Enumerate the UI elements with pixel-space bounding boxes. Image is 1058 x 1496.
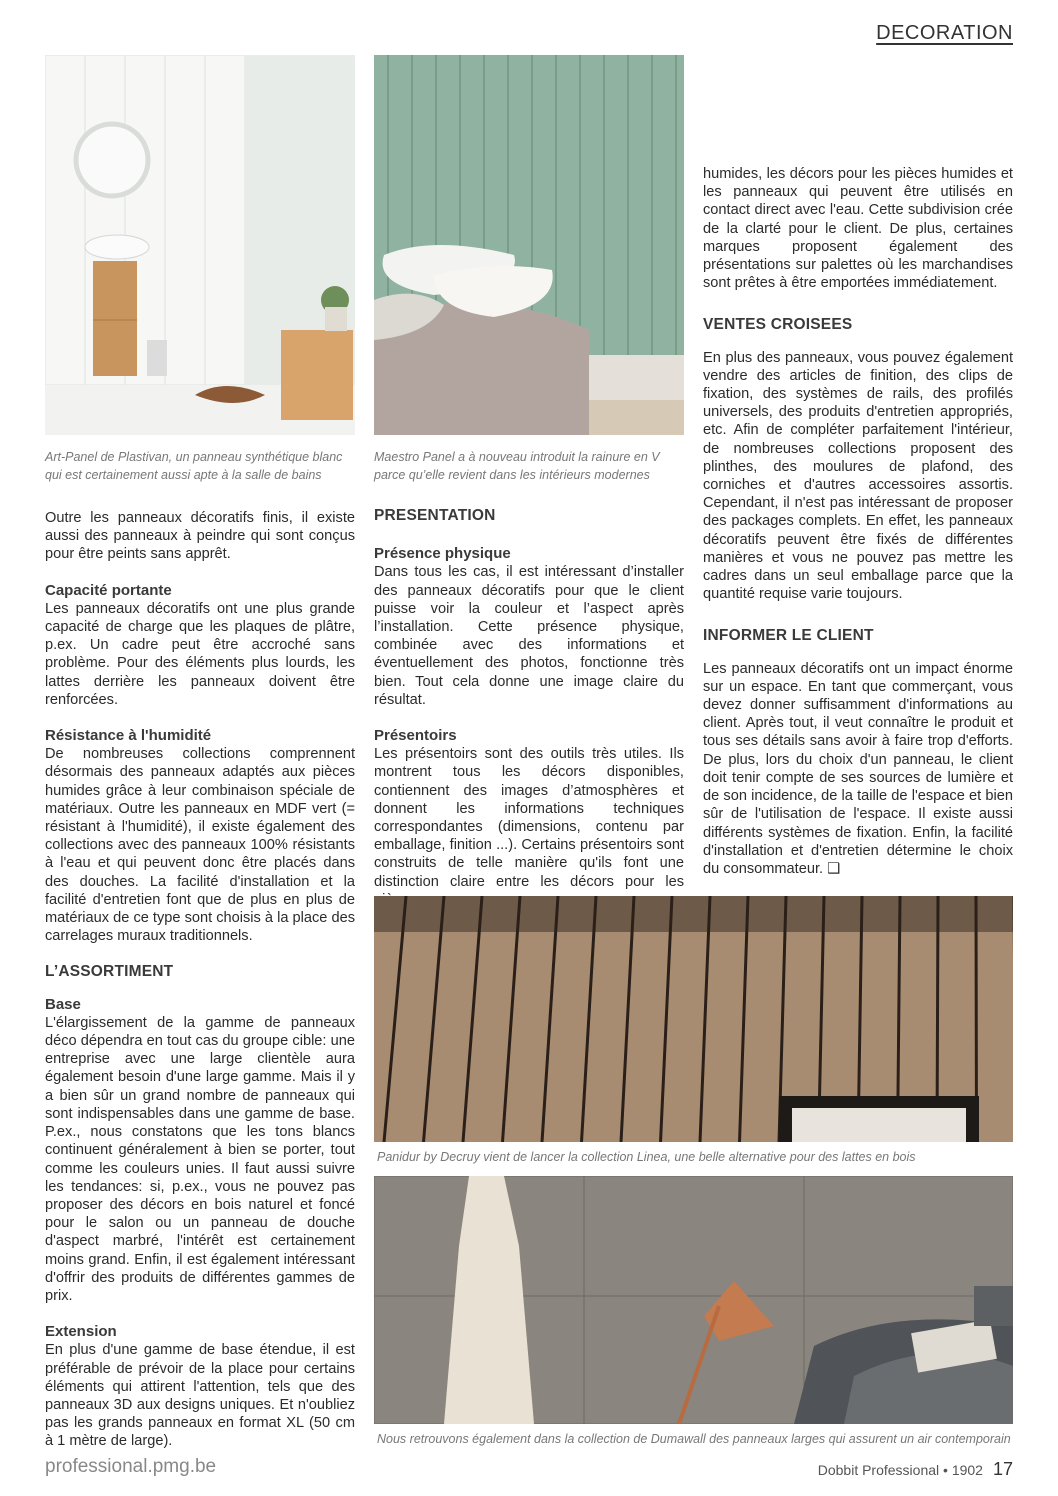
bathroom-caption: Art-Panel de Plastivan, un panneau synthétique blanc qui est certainement aussi apte à la salle de bains — [45, 450, 343, 482]
paragraph-base: L'élargissement de la gamme de panneaux déco dépendra en tout cas du groupe cible: une entreprise avec une large clientèle aura également besoin d'une large gamme. Mais il y a bien sûr un grand nombre de panneaux qui sont indispensables dans une gamme de base. P.ex., nous constatons que les tons blancs continuent généralement à bien se porter, tout comme les couleurs unies. Il faut aussi suivre les tendances: si, p.ex., vous ne pouvez pas proposer des décors en bois naturel et foncé pour le salon ou un panneau de douche d'aspect marbré, l'intérêt est certainement moins grand. Enfin, il est également intéressant d'offrir des produits de différentes gammes de prix. — [45, 1014, 355, 1304]
heading-humidite: Résistance à l'humidité — [45, 727, 212, 745]
paragraph-ventes: En plus des panneaux, vous pouvez également vendre des articles de finition, des clips de fixation, des systèmes de rails, des profilés universels, des produits d'entretien appropriés, etc. Afin de compléter parfaitement l'intérieur, de nombreuses collections proposent des plinthes, des moulures de plafond, des corniches et d'autres accessoires assortis. Cependant, il n'est pas intéressant de proposer des packages complets. En effet, les panneaux décoratifs peuvent être fixés de différentes manières et vous ne pouvez pas mettre les cadres dans un seul emballage parce que la quantité requise varie toujours. — [703, 349, 1013, 603]
concrete-caption: Nous retrouvons également dans la collection de Dumawall des panneaux larges qui assurent un air contemporain — [377, 1432, 1011, 1446]
paragraph-humidite: De nombreuses collections comprennent désormais des panneaux adaptés aux pièces humides grâce à leur combinaison spéciale de matériaux. Outre les panneaux en MDF vert (= résistant à l'humidité), il existe également des collections avec des panneaux 100% résistants à l'eau et qui peuvent donc être placés dans des douches. La facilité d'installation et la facilité d'entretien font que de plus en plus de matériaux de ce type sont choisis à la place des carrelages muraux traditionnels. — [45, 746, 355, 945]
section-tag: DECORATION — [876, 22, 1013, 44]
heading-ventes: VENTES CROISEES — [703, 316, 853, 334]
paragraph-presence: Dans tous les cas, il est intéressant d’installer des panneaux décoratifs pour que le client puisse voir la couleur et l’aspect après l’installation. Cette présence physique, combinée avec des informations et éventuellement des photos, fonctionne très bien. Tout cela donne une image claire du résultat. — [374, 564, 684, 708]
page-number: 17 — [992, 1459, 1013, 1479]
paragraph-informer: Les panneaux décoratifs ont un impact énorme sur un espace. En tant que commerçant, vous devez donner suffisamment d'informations au client. Après tout, il veut connaître le produit et tous ses détails sans avoir à faire trop d'efforts. De plus, lors du choix d'un panneau, le client doit tenir compte de ses sources de lumière et de son incidence, de la taille de l'espace et bien sûr de l'utilisation de l'espace. Il existe aussi différents systèmes de fixation. Enfin, la facilité d'installation et d'entretien détermine le choix du consommateur. ❑ — [703, 660, 1013, 877]
column-3 — [703, 165, 1013, 896]
intro-paragraph: Outre les panneaux décoratifs finis, il existe aussi des panneaux à peindre qui sont conçus pour être peints sans apprêt. — [45, 510, 355, 563]
bedroom-caption: Maestro Panel a à nouveau introduit la rainure en V parce qu’elle revient dans les intérieurs modernes — [374, 450, 660, 482]
paragraph-extension: En plus d'une gamme de base étendue, il est préférable de prévoir de la place pour certains éléments qui attirent l'attention, tels que des panneaux 3D aux designs uniques. Et n'oubliez pas les grands panneaux en format XL (50 cm à 1 mètre de large). — [45, 1342, 355, 1450]
heading-informer: INFORMER LE CLIENT — [703, 627, 874, 645]
paragraph-presentoirs: Les présentoirs sont des outils très utiles. Ils montrent tous les décors disponibles, contiennent des images d’atmosphères et donnent les informations techniques correspondantes (dimensions, contenu par emballage, finition ...). Certains présentoirs sont construits de telle manière qu'ils font une distinction claire entre les décors pour les — [374, 746, 684, 890]
paragraph-continuation: humides, les décors pour les pièces humides et les panneaux qui peuvent être utilisés en contact direct avec l'eau. Cette subdivision crée de la clarté pour le client. De plus, certaines marques proposent également des présentations sur palettes où les marchandises sont prêtes à être emportées immédiatement. — [703, 166, 1013, 292]
bathroom-photo — [45, 55, 355, 435]
heading-capacite: Capacité portante — [45, 581, 172, 599]
wood-slats-photo — [374, 896, 1013, 1142]
heading-presentation: PRESENTATION — [374, 507, 496, 524]
column-1 — [45, 509, 355, 1469]
heading-presentoirs: Présentoirs — [374, 727, 457, 745]
heading-presence: Présence physique — [374, 545, 511, 563]
bedroom-photo — [374, 55, 684, 435]
heading-extension: Extension — [45, 1323, 117, 1341]
heading-assortiment: L’ASSORTIMENT — [45, 963, 174, 981]
heading-base: Base — [45, 995, 81, 1013]
column-2 — [374, 507, 684, 927]
publication-name: Dobbit Professional • 1902 — [817, 1462, 983, 1478]
website-url: professional.pmg.be — [45, 1456, 217, 1477]
wood-caption: Panidur by Decruy vient de lancer la collection Linea, une belle alternative pour des lattes en bois — [377, 1150, 916, 1164]
concrete-bedroom-photo — [374, 1176, 1013, 1424]
paragraph-capacite: Les panneaux décoratifs ont une plus grande capacité de charge que les plaques de plâtre, p.ex. Un cadre peut être accroché sans problème. Pour des éléments plus lourds, les lattes derrière les panneaux doivent être renforcées. — [45, 600, 355, 708]
publication-footer — [818, 1459, 1013, 1480]
